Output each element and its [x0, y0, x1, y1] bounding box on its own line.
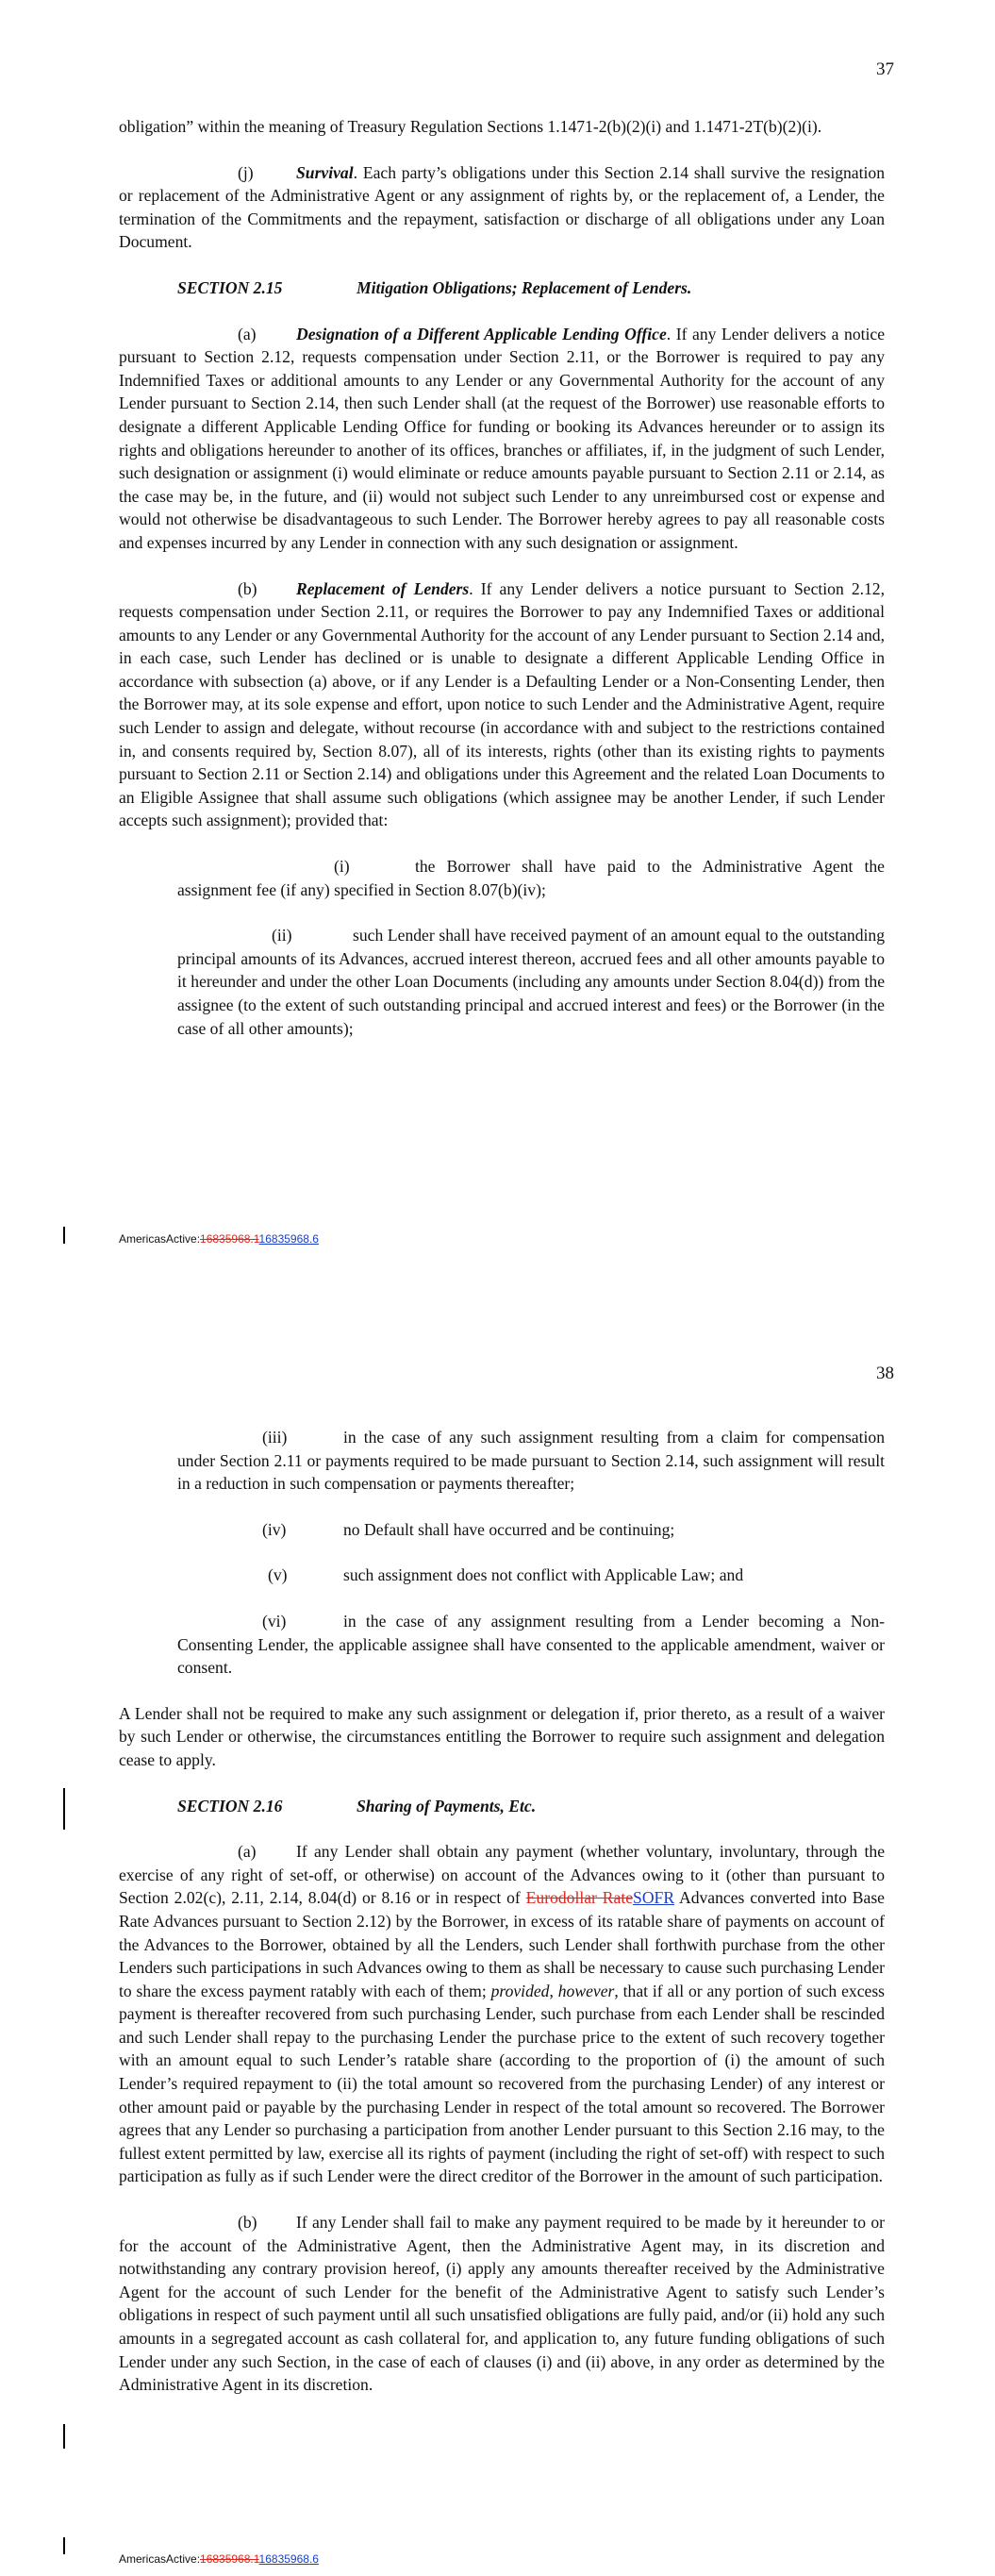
clause-text: no Default shall have occurred and be continuing;	[343, 1519, 675, 1539]
clause-label: (i)	[334, 857, 350, 877]
footer-deleted-id: 16835968.1	[200, 2552, 259, 2566]
footer-doc-id	[119, 1232, 319, 1246]
paragraph-a	[119, 323, 885, 555]
change-bar	[63, 2537, 65, 2554]
section-heading	[177, 276, 885, 300]
footer-prefix: AmericasActive:	[119, 1232, 201, 1246]
page-body	[119, 1426, 885, 2419]
para-text: . Each party’s obligations under this Section 2.14 shall survive the resignation or replacement of the Administrative Agent or any assignment of rights by, or the replacement of, a Lender, the termination of the Commitments and the repayment, satisfaction or discharge of all obligations under any Loan Document.	[119, 162, 885, 252]
section-title: Mitigation Obligations; Replacement of Lenders.	[357, 277, 692, 297]
paragraph-obligation: obligation” within the meaning of Treasury Regulation Sections 1.1471-2(b)(2)(i) and 1.1471-2T(b)(2)(i).	[119, 117, 822, 136]
footer-doc-id	[119, 2552, 319, 2566]
para-label: (a)	[238, 324, 257, 343]
footer-inserted-id: 16835968.6	[258, 1232, 319, 1246]
clause-v	[177, 1564, 885, 1587]
paragraph-b	[119, 577, 885, 833]
para-text: If any Lender shall fail to make any payment required to be made by it hereunder to or for the account of the Administrative Agent, then the Administrative Agent may, in its discretion and notwithstanding any contrary provision hereof, (i) apply any amounts thereafter received by the Administrative Agent for the account of such Lender for the benefit of the Administrative Agent to satisfy such Lender’s obligations in respect of such payment until all such unsatisfied obligations are fully paid, and/or (ii) hold any such amounts in a segregated account as cash collateral for, and application to, any future funding obligations of such Lender under any such Section, in the case of each of clauses (i) and (ii) above, in any order as determined by the Administrative Agent in its discretion.	[119, 2213, 885, 2395]
change-bar	[63, 1227, 65, 1244]
clause-text: such Lender shall have received payment of an amount equal to the outstanding principal amounts of its Advances, accrued interest thereon, accrued fees and all other amounts payable to it hereunder and under the other Loan Documents (including any amounts under Section 8.04(d)) from the assignee (to the extent of such outstanding principal and accrued interest and fees) or the Borrower (in the case of all other amounts);	[177, 926, 885, 1038]
clause-label: (vi)	[262, 1611, 287, 1631]
paragraph-b	[119, 2211, 885, 2397]
para-label: (a)	[238, 1842, 257, 1862]
para-title: Survival	[296, 162, 354, 182]
para-title: Replacement of Lenders	[296, 578, 470, 598]
clause-label: (v)	[268, 1565, 288, 1585]
clause-label: (iii)	[262, 1428, 288, 1447]
page-body	[119, 115, 885, 1062]
page-38	[0, 1288, 995, 2576]
para-text: . If any Lender delivers a notice pursuant to Section 2.12, requests compensation under Section 2.11, or the Borrower is required to pay any Indemnified Taxes or additional amounts to any Lender or any Governmental Authority for the account of any Lender pursuant to Section 2.14, then such Lender shall (at the request of the Borrower) use reasonable efforts to designate a different Applicable Lending Office for funding or booking its Advances hereunder or to assign its rights and obligations hereunder to another of its offices, branches or affiliates, if, in the judgment of such Lender, such designation or assignment (i) would eliminate or reduce amounts payable pursuant to Section 2.11 or 2.14, as the case may be, in the future, and (ii) would not subject such Lender to any unreimbursed cost or expense and would not otherwise be disadvantageous to such Lender. The Borrower hereby agrees to pay all reasonable costs and expenses incurred by any Lender in connection with any such designation or assignment.	[119, 324, 886, 552]
change-bar	[63, 2424, 65, 2449]
change-bar	[63, 1788, 65, 1830]
inserted-text: SOFR	[633, 1888, 675, 1908]
para-text: Advances converted into Base Rate Advances pursuant to Section 2.12) by the Borrower, in excess of its ratable share of payments on account of the Advances to the Borrower, obtained by all the Lenders, such Lender shall forthwith purchase from the other Lenders such participations in such Advances owing to them as shall be necessary to cause such purchasing Lender to share the excess payment ratably with each of them;	[119, 1888, 885, 2000]
paragraph-j	[119, 161, 885, 254]
clause-text: the Borrower shall have paid to the Administrative Agent the assignment fee (if any) specified in Section 8.07(b)(iv);	[177, 857, 885, 899]
paragraph-a	[119, 1840, 885, 2188]
page-number: 37	[876, 59, 894, 79]
para-comma: ,	[549, 1981, 558, 2000]
section-number: SECTION 2.16	[177, 1796, 283, 1815]
clause-text: in the case of any such assignment resulting from a claim for compensation under Section 2.11 or payments required to be made pursuant to Section 2.14, such assignment will result in a reduction in such compensation or payments thereafter;	[177, 1428, 885, 1494]
section-number: SECTION 2.15	[177, 277, 283, 297]
paragraph-lender: A Lender shall not be required to make any such assignment or delegation if, prior thereto, as a result of a waiver by such Lender or otherwise, the circumstances entitling the Borrower to require such assignment and delegation cease to apply.	[119, 1703, 885, 1769]
clause-label: (ii)	[272, 926, 292, 945]
clause-label: (iv)	[262, 1519, 287, 1539]
para-text: . If any Lender delivers a notice pursuant to Section 2.12, requests compensation under Section 2.11, or requires the Borrower to pay any Indemnified Taxes or additional amounts to any Lender or any Governmental Authority for the account of any Lender pursuant to Section 2.14 and, in each case, such Lender has declined or is unable to designate a different Applicable Lending Office in accordance with subsection (a) above, or if any Lender is a Defaulting Lender or a Non-Consenting Lender, then the Borrower may, at its sole expense and effort, upon notice to such Lender and the Administrative Agent, require such Lender to assign and delegate, without recourse (in accordance with and subject to the restrictions contained in, and consents required by, Section 8.07), all of its interests, rights (other than its existing rights to payments pursuant to Section 2.11 or Section 2.14) and obligations under this Agreement and the related Loan Documents to an Eligible Assignee that shall assume such obligations (which assignee may be another Lender, if such Lender accepts such assignment); provided that:	[119, 578, 886, 830]
deleted-text: Eurodollar Rate	[525, 1888, 634, 1908]
clause-i	[177, 855, 885, 901]
italic-however: however	[557, 1981, 615, 2000]
footer-inserted-id: 16835968.6	[258, 2552, 319, 2566]
section-heading	[177, 1795, 885, 1818]
clause-text: such assignment does not conflict with Applicable Law; and	[343, 1565, 744, 1585]
para-label: (b)	[238, 578, 257, 598]
clause-ii	[177, 924, 885, 1040]
footer-prefix: AmericasActive:	[119, 2552, 201, 2566]
para-title: Designation of a Different Applicable Lending Office	[296, 324, 667, 343]
clause-text: in the case of any assignment resulting from a Lender becoming a Non-Consenting Lender, the applicable assignee shall have consented to the applicable amendment, waiver or consent.	[177, 1611, 885, 1678]
section-title: Sharing of Payments, Etc.	[357, 1796, 537, 1815]
clause-vi	[177, 1610, 885, 1680]
page-number: 38	[876, 1363, 894, 1383]
para-text: If any Lender shall obtain any payment (whether voluntary, involuntary, through the exercise of any right of set-off, or otherwise) on account of the Advances owing to it (other than pursuant to Section 2.02(c), 2.11, 2.14, 8.04(d) or 8.16 or in respect of	[119, 1842, 885, 1908]
clause-iv	[177, 1518, 885, 1542]
italic-provided: provided	[490, 1981, 550, 2000]
footer-deleted-id: 16835968.1	[200, 1232, 259, 1246]
para-label: (j)	[238, 162, 254, 182]
clause-iii	[177, 1426, 885, 1496]
para-label: (b)	[238, 2213, 257, 2233]
para-text: , that if all or any portion of such excess payment is thereafter recovered from such purchasing Lender, such purchase from each Lender shall be rescinded and such Lender shall repay to the purchasing Lender the purchase price to the extent of such recovery together with an amount equal to such Lender’s ratable share (according to the proportion of (i) the amount of such Lender’s required repayment to (ii) the total amount so recovered from the purchasing Lender) of any interest or other amount paid or payable by the purchasing Lender in respect of the total amount so recovered. The Borrower agrees that any Lender so purchasing a participation from another Lender pursuant to this Section 2.16 may, to the fullest extent permitted by law, exercise all its rights of payment (including the right of set-off) with respect to such participation as fully as if such Lender were the direct creditor of the Borrower in the amount of such participation.	[119, 1981, 886, 2186]
